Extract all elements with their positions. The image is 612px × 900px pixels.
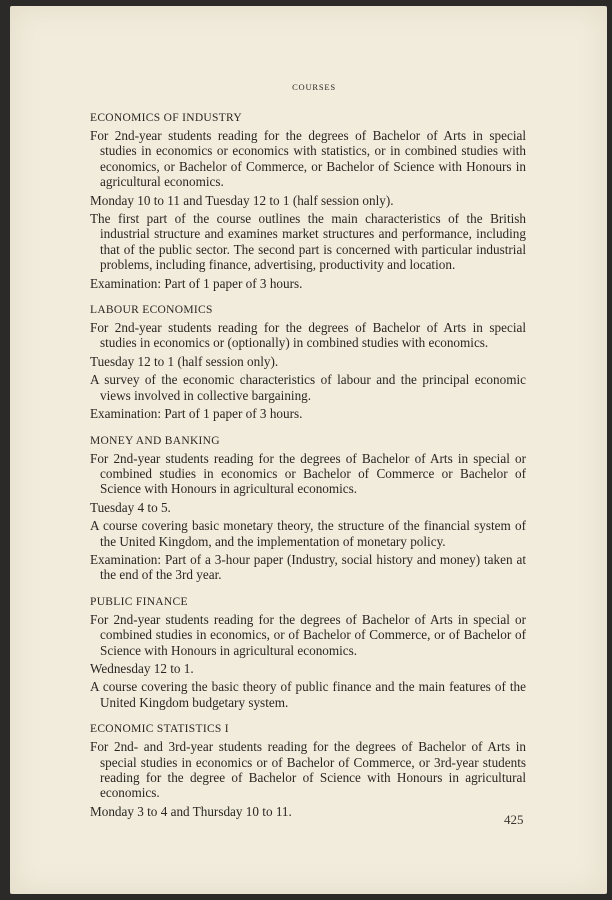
examination-paragraph: Examination: Part of a 3-hour paper (Industry, social history and money) taken at the end of the 3rd year. <box>90 551 526 583</box>
section-money-and-banking <box>90 434 526 583</box>
section-heading: MONEY AND BANKING <box>90 434 220 447</box>
schedule-paragraph: Wednesday 12 to 1. <box>90 660 194 676</box>
eligibility-paragraph: For 2nd-year students reading for the degrees of Bachelor of Arts in special studies in economics or economics with statistics, or in combined studies with economics, or Bachelor of Commerce, or Bachelor of Science with Honours in agricultural economics. <box>90 128 526 190</box>
eligibility-paragraph: For 2nd-year students reading for the degrees of Bachelor of Arts in special studies in economics or (optionally) in combined studies with economics. <box>90 320 526 351</box>
examination-paragraph: Examination: Part of 1 paper of 3 hours. <box>90 275 303 291</box>
section-heading: ECONOMICS OF INDUSTRY <box>90 112 242 124</box>
examination-paragraph: Examination: Part of 1 paper of 3 hours. <box>90 406 303 422</box>
section-heading: PUBLIC FINANCE <box>90 595 188 608</box>
page-number: 425 <box>504 812 524 827</box>
section-labour-economics <box>90 303 526 421</box>
section-economics-of-industry <box>90 111 526 291</box>
running-head: COURSES <box>292 82 336 92</box>
eligibility-paragraph: For 2nd-year students reading for the degrees of Bachelor of Arts in special or combined studies in economics, or of Bachelor of Commerce, or of Bachelor of Science with Honours in agricultural economics. <box>90 611 526 658</box>
section-heading: LABOUR ECONOMICS <box>90 304 213 317</box>
schedule-paragraph: Monday 10 to 11 and Tuesday 12 to 1 (half session only). <box>90 192 394 208</box>
document-page <box>10 6 607 894</box>
description-paragraph: The first part of the course outlines the main characteristics of the British industrial structure and examines market structures and performance, including that of the public sector. The second part is concerned with particular industrial problems, including finance, advertising, productivity and location. <box>90 211 526 273</box>
page-content <box>90 82 526 831</box>
eligibility-paragraph: For 2nd-year students reading for the degrees of Bachelor of Arts in special or combined studies in economics or Bachelor of Commerce or Bachelor of Science with Honours in agricultural economics. <box>90 450 526 497</box>
description-paragraph: A survey of the economic characteristics of labour and the principal economic views involved in collective bargaining. <box>90 372 526 403</box>
description-paragraph: A course covering basic monetary theory, the structure of the financial system of the United Kingdom, and the implementation of monetary policy. <box>90 518 526 549</box>
section-heading: ECONOMIC STATISTICS I <box>90 723 229 736</box>
eligibility-paragraph: For 2nd- and 3rd-year students reading for the degrees of Bachelor of Arts in special studies in economics or of Bachelor of Commerce, or 3rd-year students reading for the degree of Bachelor of Science with Honours in agricultural economics. <box>90 739 526 801</box>
section-economic-statistics-i <box>90 722 526 819</box>
schedule-paragraph: Tuesday 12 to 1 (half session only). <box>90 353 279 369</box>
section-public-finance <box>90 595 526 710</box>
schedule-paragraph: Monday 3 to 4 and Thursday 10 to 11. <box>90 803 292 819</box>
description-paragraph: A course covering the basic theory of public finance and the main features of the United Kingdom budgetary system. <box>90 679 526 710</box>
schedule-paragraph: Tuesday 4 to 5. <box>90 499 171 515</box>
